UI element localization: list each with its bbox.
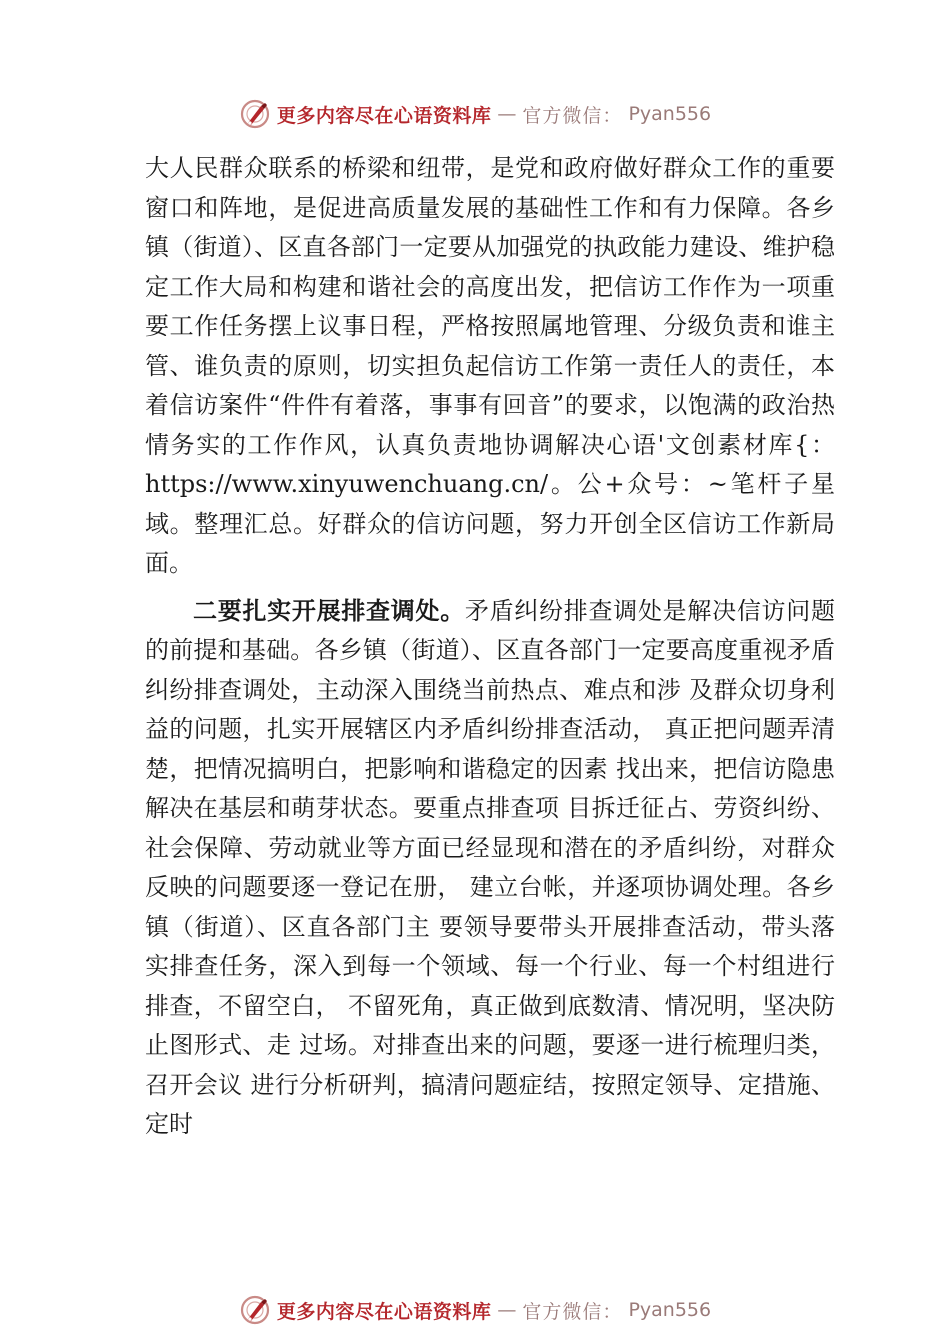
watermark-wechat-label: 官方微信： xyxy=(522,1300,623,1323)
paragraph-2-body: 矛盾纠纷排查调处是解决信访问题的前提和基础。各乡镇（街道）、区直各部门一定要高度重视矛盾纠纷排查调处，主动深入围绕当前热点、难点和涉 及群众切身利益的问题，扎实开展辖区内矛盾纠纷排查活动， 真正把问题弄清楚，把情况搞明白，把影响和谐稳定的因素 找出来，把信访隐患解决在基层和萌芽状态。要重点排查项 目拆迁征占、劳资纠纷、社会保障、劳动就业等方面已经显现和潜在的矛盾纠纷，对群众反映的问题要逐一登记在册， 建立台帐，并逐项协调处理。各乡镇（街道）、区直各部门主 要领导要带头开展排查活动，带头落实排查任务，深入到每一个领域、每一个行业、每一个村组进行排查，不留空白， 不留死角，真正做到底数清、情况明，坚决防止图形式、走 过场。对排查出来的问题，要逐一进行梳理归类，召开会议 进行分析研判，搞清问题症结，按照定领导、定措施、定时 xyxy=(145,596,836,1138)
paragraph-2 xyxy=(145,592,835,1145)
watermark-dash: — xyxy=(497,1299,517,1321)
watermark-lead-text: 更多内容尽在心语资料库 xyxy=(276,104,492,127)
pen-nib-logo-icon xyxy=(239,1294,271,1326)
section-heading: 二要扎实开展排查调处。 xyxy=(193,596,465,625)
paragraph-1: 大人民群众联系的桥梁和纽带，是党和政府做好群众工作的重要窗口和阵地，是促进高质量发展的基础性工作和有力保障。各乡镇（街道）、区直各部门一定要从加强党的执政能力建设、维护稳定工作大局和构建和谐社会的高度出发，把信访工作作为一项重要工作任务摆上议事日程，严格按照属地管理、分级负责和谁主管、谁负责的原则，切实担负起信访工作第一责任人的责任，本着信访案件“件件有着落，事事有回音”的要求，以饱满的政治热情务实的工作作风，认真负责地协调解决心语'文创素材库{：https://www.xinyuwenchuang.cn/。公+众号：~笔杆子星域。整理汇总。好群众的信访问题，努力开创全区信访工作新局面。 xyxy=(145,154,835,577)
watermark-wechat-id: Pyan556 xyxy=(628,103,712,125)
watermark-header xyxy=(0,94,950,134)
watermark-wechat-label: 官方微信： xyxy=(522,104,623,127)
watermark-lead-text: 更多内容尽在心语资料库 xyxy=(276,1300,492,1323)
document-body xyxy=(145,149,835,1145)
watermark-wechat-id: Pyan556 xyxy=(628,1299,712,1321)
watermark-dash: — xyxy=(497,103,517,125)
pen-nib-logo-icon xyxy=(239,98,271,130)
watermark-footer xyxy=(0,1290,950,1330)
